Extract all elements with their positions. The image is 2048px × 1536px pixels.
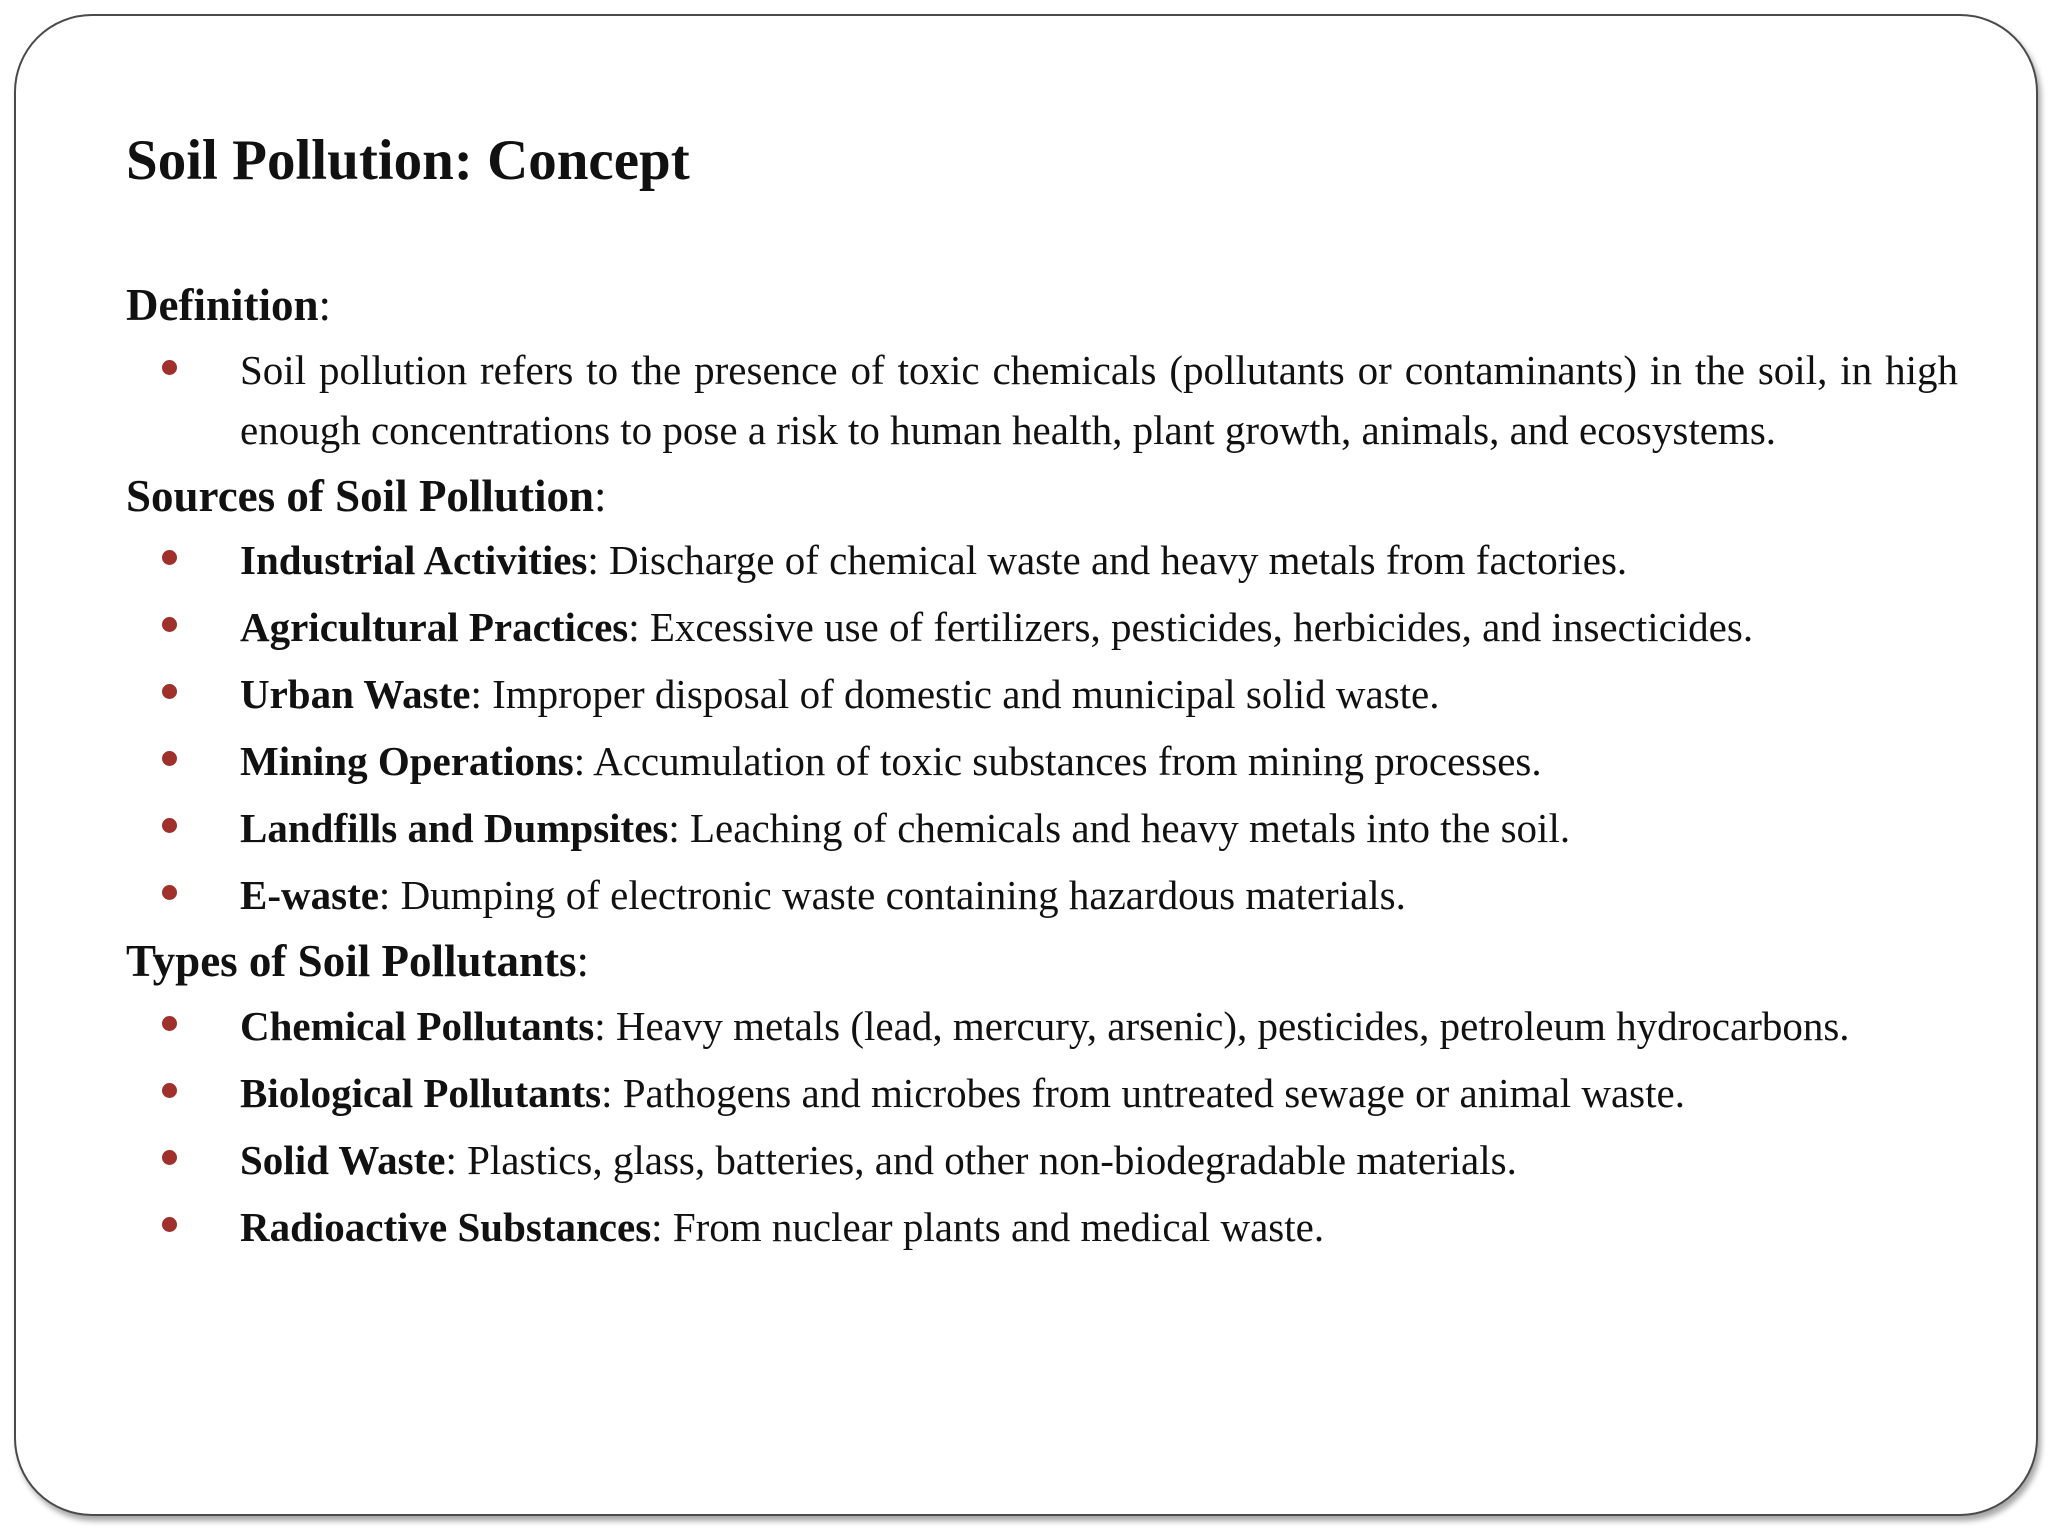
item-text: Dumping of electronic waste containing hazardous materials. (400, 872, 1406, 918)
bullet-dot-icon (162, 885, 177, 900)
bullet-dot-icon (162, 550, 177, 565)
item-text: Leaching of chemicals and heavy metals into the soil. (690, 805, 1571, 851)
list-item (126, 664, 1958, 724)
sources-list (126, 530, 1958, 925)
item-text: Heavy metals (lead, mercury, arsenic), pesticides, petroleum hydrocarbons. (615, 1002, 1850, 1049)
item-term: Radioactive Substances (240, 1203, 652, 1250)
item-term: Agricultural Practices (240, 604, 629, 650)
slide-title: Soil Pollution: Concept (126, 129, 690, 192)
section-heading-text: Types of Soil Pollutants (126, 936, 577, 986)
section-heading-definition: Definition: (126, 280, 332, 330)
item-text: Plastics, glass, batteries, and other non-biodegradable materials. (467, 1136, 1517, 1183)
definition-list (126, 340, 1958, 460)
types-list (126, 996, 1958, 1257)
item-separator: : (668, 805, 691, 851)
item-separator: : (628, 604, 650, 650)
item-term: Chemical Pollutants (240, 1002, 595, 1049)
bullet-dot-icon (162, 751, 177, 766)
list-item (126, 1063, 1958, 1123)
item-separator: : (594, 1002, 616, 1049)
item-term: Biological Pollutants (240, 1069, 602, 1116)
item-term: Urban Waste (240, 671, 471, 717)
bullet-dot-icon (162, 1083, 177, 1098)
item-separator: : (445, 1136, 468, 1183)
section-heading-sources: Sources of Soil Pollution: (126, 470, 607, 521)
item-text: From nuclear plants and medical waste. (672, 1203, 1325, 1250)
item-separator: : (378, 872, 401, 918)
item-term: E-waste (240, 872, 379, 918)
item-text: Excessive use of fertilizers, pesticides, herbicides, and insecticides. (649, 604, 1754, 650)
list-item (126, 1130, 1958, 1190)
bullet-dot-icon (162, 617, 177, 632)
item-separator: : (651, 1203, 673, 1250)
item-term: Mining Operations (240, 738, 574, 784)
list-item (126, 1197, 1958, 1257)
item-text: Improper disposal of domestic and municipal solid waste. (492, 671, 1440, 717)
bullet-dot-icon (162, 1016, 177, 1031)
list-item (126, 597, 1958, 657)
list-item (126, 865, 1958, 925)
bullet-dot-icon (162, 360, 177, 375)
list-item (126, 530, 1958, 590)
item-text: Soil pollution refers to the presence of toxic chemicals (pollutants or contaminants) in the soil, in high enough concentrations to pose a risk to human health, plant growth, animals, and ecosystems. (240, 346, 1958, 453)
section-heading-text: Definition (126, 280, 319, 330)
bullet-dot-icon (162, 1217, 177, 1232)
bullet-dot-icon (162, 1150, 177, 1165)
item-separator: : (601, 1069, 623, 1116)
list-item (126, 340, 1958, 460)
list-item (126, 731, 1958, 791)
bullet-dot-icon (162, 818, 177, 833)
bullet-dot-icon (162, 684, 177, 699)
list-item (126, 798, 1958, 858)
item-term: Solid Waste (240, 1136, 446, 1183)
slide-content (126, 116, 1958, 1264)
slide-frame (14, 14, 2038, 1516)
item-text: Discharge of chemical waste and heavy metals from factories. (609, 537, 1628, 583)
item-separator: : (587, 537, 610, 583)
item-text: Accumulation of toxic substances from mining processes. (593, 738, 1542, 784)
item-text: Pathogens and microbes from untreated sewage or animal waste. (622, 1069, 1685, 1116)
list-item (126, 996, 1958, 1056)
item-term: Industrial Activities (240, 537, 588, 583)
item-separator: : (573, 738, 594, 784)
item-term: Landfills and Dumpsites (240, 805, 669, 851)
section-heading-text: Sources of Soil Pollution (126, 470, 594, 521)
section-heading-types: Types of Soil Pollutants: (126, 936, 589, 986)
item-separator: : (470, 671, 493, 717)
